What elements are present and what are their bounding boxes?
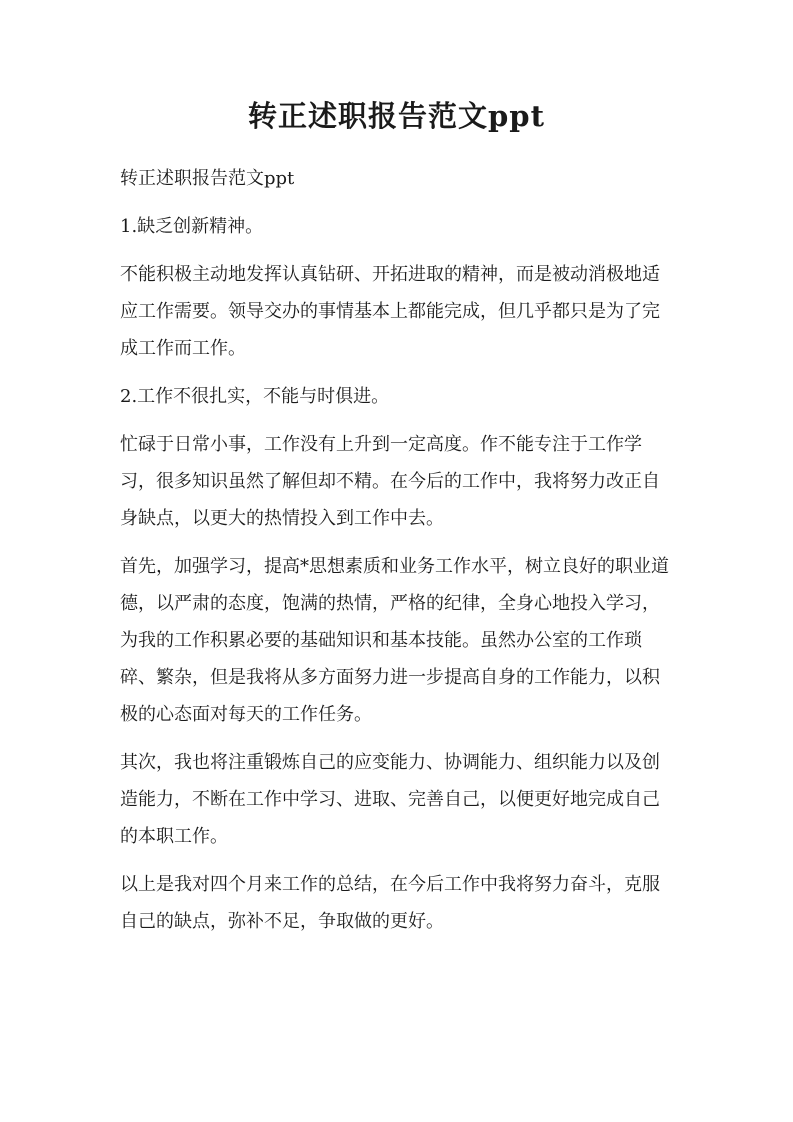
paragraph-3: 首先，加强学习，提高*思想素质和业务工作水平，树立良好的职业道德，以严肃的态度，饱满的热情，严格的纪律，全身心地投入学习，为我的工作积累必要的基础知识和基本技能。虽然办公室的工作琐碎、繁杂，但是我将从多方面努力进一步提高自身的工作能力，以积极的心态面对每天的工作任务。 <box>120 556 669 725</box>
paragraph-4: 其次，我也将注重锻炼自己的应变能力、协调能力、组织能力以及创造能力，不断在工作中学习、进取、完善自己，以便更好地完成自己的本职工作。 <box>120 752 660 847</box>
document-body <box>120 160 676 940</box>
paragraph-2: 忙碌于日常小事，工作没有上升到一定高度。作不能专注于工作学习，很多知识虽然了解但却不精。在今后的工作中，我将努力改正自身缺点，以更大的热情投入到工作中去。 <box>120 434 660 529</box>
heading-2: 2.工作不很扎实，不能与时俱进。 <box>120 386 390 407</box>
paragraph-5: 以上是我对四个月来工作的总结，在今后工作中我将努力奋斗，克服自己的缺点，弥补不足，争取做的更好。 <box>120 874 660 932</box>
intro-line: 转正述职报告范文ppt <box>120 168 295 189</box>
paragraph-1: 不能积极主动地发挥认真钻研、开拓进取的精神，而是被动消极地适应工作需要。领导交办的事情基本上都能完成，但几乎都只是为了完成工作而工作。 <box>120 264 660 359</box>
document-title: 转正述职报告范文ppt <box>248 99 545 133</box>
heading-1: 1.缺乏创新精神。 <box>120 216 264 237</box>
